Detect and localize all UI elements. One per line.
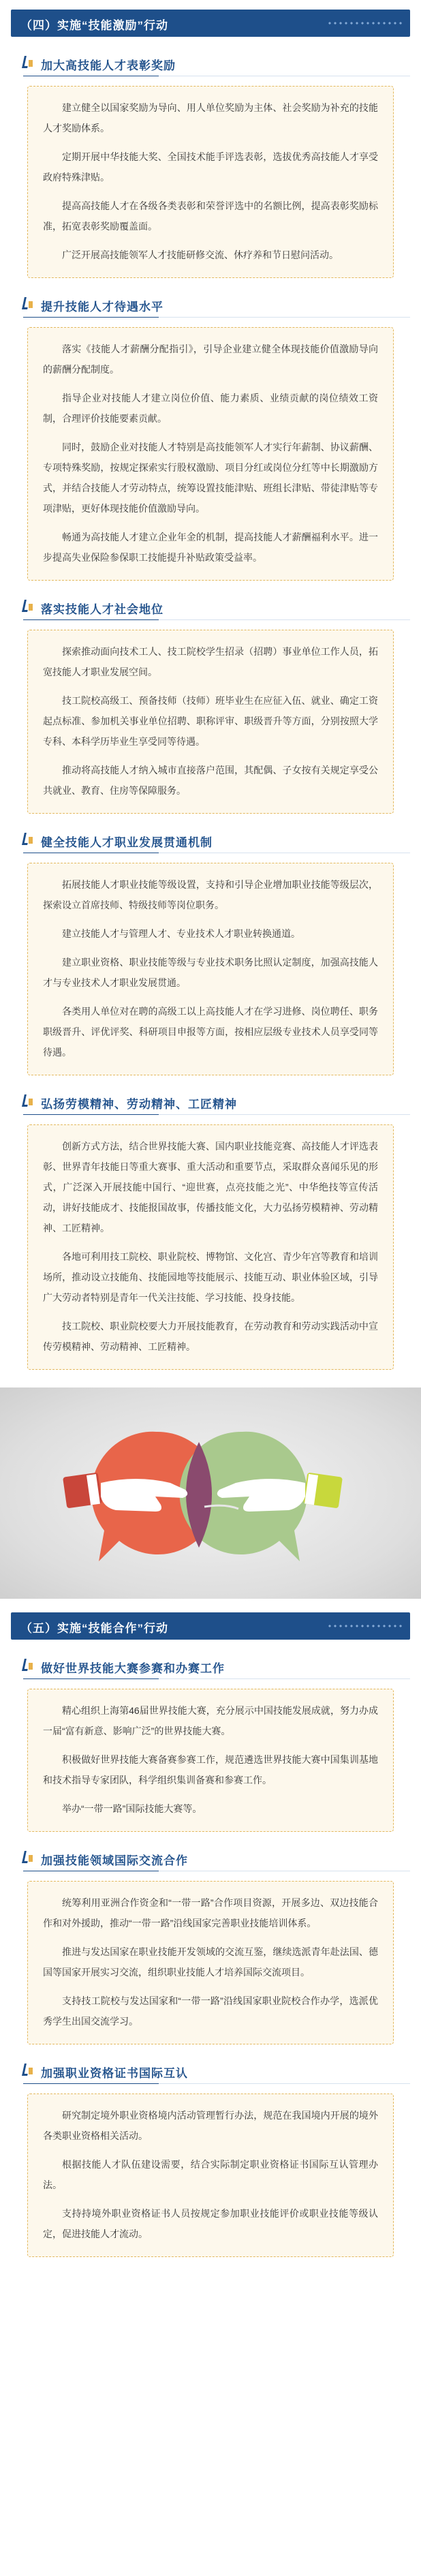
section-title-rule	[23, 619, 410, 620]
paragraph: 统筹利用亚洲合作资金和“一带一路”合作项目资源，开展多边、双边技能合作和对外援助，推动“一带一路”沿线国家完善职业技能培训体系。	[43, 1897, 378, 1929]
section-card	[27, 863, 394, 1075]
section-title	[11, 2057, 410, 2087]
section-title-text: 加大高技能人才表彰奖励	[41, 59, 176, 72]
section-title-text: 弘扬劳模精神、劳动精神、工匠精神	[41, 1098, 237, 1111]
section-title-text: 做好世界技能大赛参赛和办赛工作	[41, 1662, 225, 1675]
section-title-rule	[23, 317, 410, 318]
paragraph: 指导企业对技能人才建立岗位价值、能力素质、业绩贡献的岗位绩效工资制，合理评价技能要素贡献。	[43, 393, 378, 424]
accent-mark-icon	[29, 1663, 33, 1670]
section-card	[27, 327, 394, 581]
section-title	[11, 1844, 410, 1874]
section-card	[27, 1689, 394, 1832]
section-title-rule	[23, 1114, 410, 1115]
accent-mark-icon	[29, 1855, 33, 1862]
paragraph: 探索推动面向技术工人、技工院校学生招录（招聘）事业单位工作人员，拓宽技能人才职业发展空间。	[43, 646, 378, 677]
accent-mark-icon	[29, 60, 33, 67]
paragraph: 支持技工院校与发达国家和“一带一路”沿线国家职业院校合作办学，选派优秀学生出国交流学习。	[43, 1995, 378, 2027]
section-card	[27, 2094, 394, 2257]
part4-sections	[0, 49, 421, 1370]
section-title-rule	[23, 2083, 410, 2084]
section-card	[27, 630, 394, 814]
accent-mark-icon	[29, 301, 33, 308]
paragraph: 精心组织上海第46届世界技能大赛，充分展示中国技能发展成就，努力办成一届“富有新意、影响广泛”的世界技能大赛。	[43, 1705, 378, 1736]
section-title	[11, 593, 410, 623]
paragraph: 技工院校高级工、预备技师（技师）班毕业生在应征入伍、就业、确定工资起点标准、参加机关事业单位招聘、职称评审、职级晋升等方面，分别按照大学专科、本科学历毕业生享受同等待遇。	[43, 695, 378, 747]
section-title-text: 加强职业资格证书国际互认	[41, 2067, 188, 2080]
accent-mark-icon	[29, 1099, 33, 1105]
paragraph: 支持持境外职业资格证书人员按规定参加职业技能评价或职业技能等级认定，促进技能人才流动。	[43, 2208, 378, 2239]
section-title	[11, 1652, 410, 1682]
section	[11, 2057, 410, 2257]
part-header-cooperation	[11, 1612, 410, 1640]
page-bottom-spacer	[0, 2257, 421, 2271]
part5-sections	[0, 1652, 421, 2257]
paragraph: 落实《技能人才薪酬分配指引》，引导企业建立健全体现技能价值激励导向的薪酬分配制度。	[43, 343, 378, 375]
paragraph: 积极做好世界技能大赛备赛参赛工作，规范遴选世界技能大赛中国集训基地和技术指导专家团队，科学组织集训备赛和参赛工作。	[43, 1754, 378, 1785]
paragraph: 提高高技能人才在各级各类表彰和荣誉评选中的名额比例，提高表彰奖励标准，拓宽表彰奖励覆盖面。	[43, 200, 378, 232]
paragraph: 各地可利用技工院校、职业院校、博物馆、文化宫、青少年宫等教育和培训场所，推动设立技能角、技能园地等技能展示、技能互动、职业体验区域，引导广大劳动者特别是青年一代关注技能、学习技能、投身技能。	[43, 1251, 378, 1303]
handshake-icon	[0, 1387, 421, 1599]
paragraph: 根据技能人才队伍建设需要，结合实际制定职业资格证书国际互认管理办法。	[43, 2159, 378, 2190]
part-header-label: （四）实施“技能激励”行动	[20, 19, 168, 32]
header-dots-decoration	[327, 1624, 402, 1628]
section	[11, 1844, 410, 2044]
paragraph: 畅通为高技能人才建立企业年金的机制，提高技能人才薪酬福利水平。进一步提高失业保险参保职工技能提升补贴政策受益率。	[43, 532, 378, 563]
section-title	[11, 290, 410, 320]
paragraph: 建立健全以国家奖励为导向、用人单位奖励为主体、社会奖励为补充的技能人才奖励体系。	[43, 102, 378, 134]
section	[11, 290, 410, 581]
section-card	[27, 86, 394, 278]
section-title	[11, 1088, 410, 1118]
section-title	[11, 826, 410, 856]
section-title-rule	[23, 1678, 410, 1679]
part-header-label: （五）实施“技能合作”行动	[20, 1622, 168, 1635]
paragraph: 举办“一带一路”国际技能大赛等。	[62, 1803, 202, 1814]
section	[11, 1088, 410, 1370]
section-title	[11, 49, 410, 79]
paragraph: 建立职业资格、职业技能等级与专业技术职务比照认定制度，加强高技能人才与专业技术人才职业发展贯通。	[43, 957, 378, 988]
section-title-text: 提升技能人才待遇水平	[41, 301, 163, 313]
section	[11, 49, 410, 278]
paragraph: 推进与发达国家在职业技能开发领域的交流互鉴，继续选派青年赴法国、德国等国家开展实习交流，组织职业技能人才培养国际交流项目。	[43, 1946, 378, 1978]
paragraph: 拓展技能人才职业技能等级设置，支持和引导企业增加职业技能等级层次，探索设立首席技师、特级技师等岗位职务。	[43, 879, 378, 910]
section	[11, 826, 410, 1075]
section-title-text: 健全技能人才职业发展贯通机制	[41, 836, 213, 849]
part-header-incentive	[11, 10, 410, 37]
paragraph: 广泛开展高技能领军人才技能研修交流、休疗养和节日慰问活动。	[62, 249, 339, 260]
section-card	[27, 1881, 394, 2044]
header-dots-decoration	[327, 21, 402, 25]
section	[11, 1652, 410, 1832]
paragraph: 研究制定境外职业资格境内活动管理暂行办法，规范在我国境内开展的境外各类职业资格相关活动。	[43, 2110, 378, 2141]
paragraph: 各类用人单位对在聘的高级工以上高技能人才在学习进修、岗位聘任、职务职级晋升、评优评奖、科研项目申报等方面，按相应层级专业技术人员享受同等待遇。	[43, 1006, 378, 1058]
accent-mark-icon	[29, 2068, 33, 2074]
section-title-text: 落实技能人才社会地位	[41, 603, 163, 616]
section-card	[27, 1124, 394, 1370]
handshake-illustration	[0, 1387, 421, 1599]
paragraph: 建立技能人才与管理人才、专业技术人才职业转换通道。	[62, 928, 300, 939]
policy-article	[0, 10, 421, 2271]
paragraph: 技工院校、职业院校要大力开展技能教育，在劳动教育和劳动实践活动中宣传劳模精神、劳动精神、工匠精神。	[43, 1321, 378, 1352]
accent-mark-icon	[29, 604, 33, 611]
accent-mark-icon	[29, 837, 33, 844]
section	[11, 593, 410, 814]
paragraph: 定期开展中华技能大奖、全国技术能手评选表彰，选拔优秀高技能人才享受政府特殊津贴。	[43, 151, 378, 183]
paragraph: 推动将高技能人才纳入城市直接落户范围，其配偶、子女按有关规定享受公共就业、教育、住房等保障服务。	[43, 765, 378, 796]
section-title-text: 加强技能领域国际交流合作	[41, 1854, 188, 1867]
paragraph: 创新方式方法，结合世界技能大赛、国内职业技能竞赛、高技能人才评选表彰、世界青年技能日等重大赛事、重大活动和重要节点，采取群众喜闻乐见的形式，广泛深入开展技能中国行、“迎世赛，点亮技能之光”、中华绝技等宣传活动，讲好技能成才、技能报国故事，传播技能文化，大力弘扬劳模精神、劳动精神、工匠精神。	[43, 1141, 378, 1233]
paragraph: 同时，鼓励企业对技能人才特别是高技能领军人才实行年薪制、协议薪酬、专项特殊奖励，按规定探索实行股权激励、项目分红或岗位分红等中长期激励方式，并结合技能人才劳动特点，统筹设置技能津贴、班组长津贴、带徒津贴等专项津贴，更好体现技能价值激励导向。	[43, 442, 378, 514]
